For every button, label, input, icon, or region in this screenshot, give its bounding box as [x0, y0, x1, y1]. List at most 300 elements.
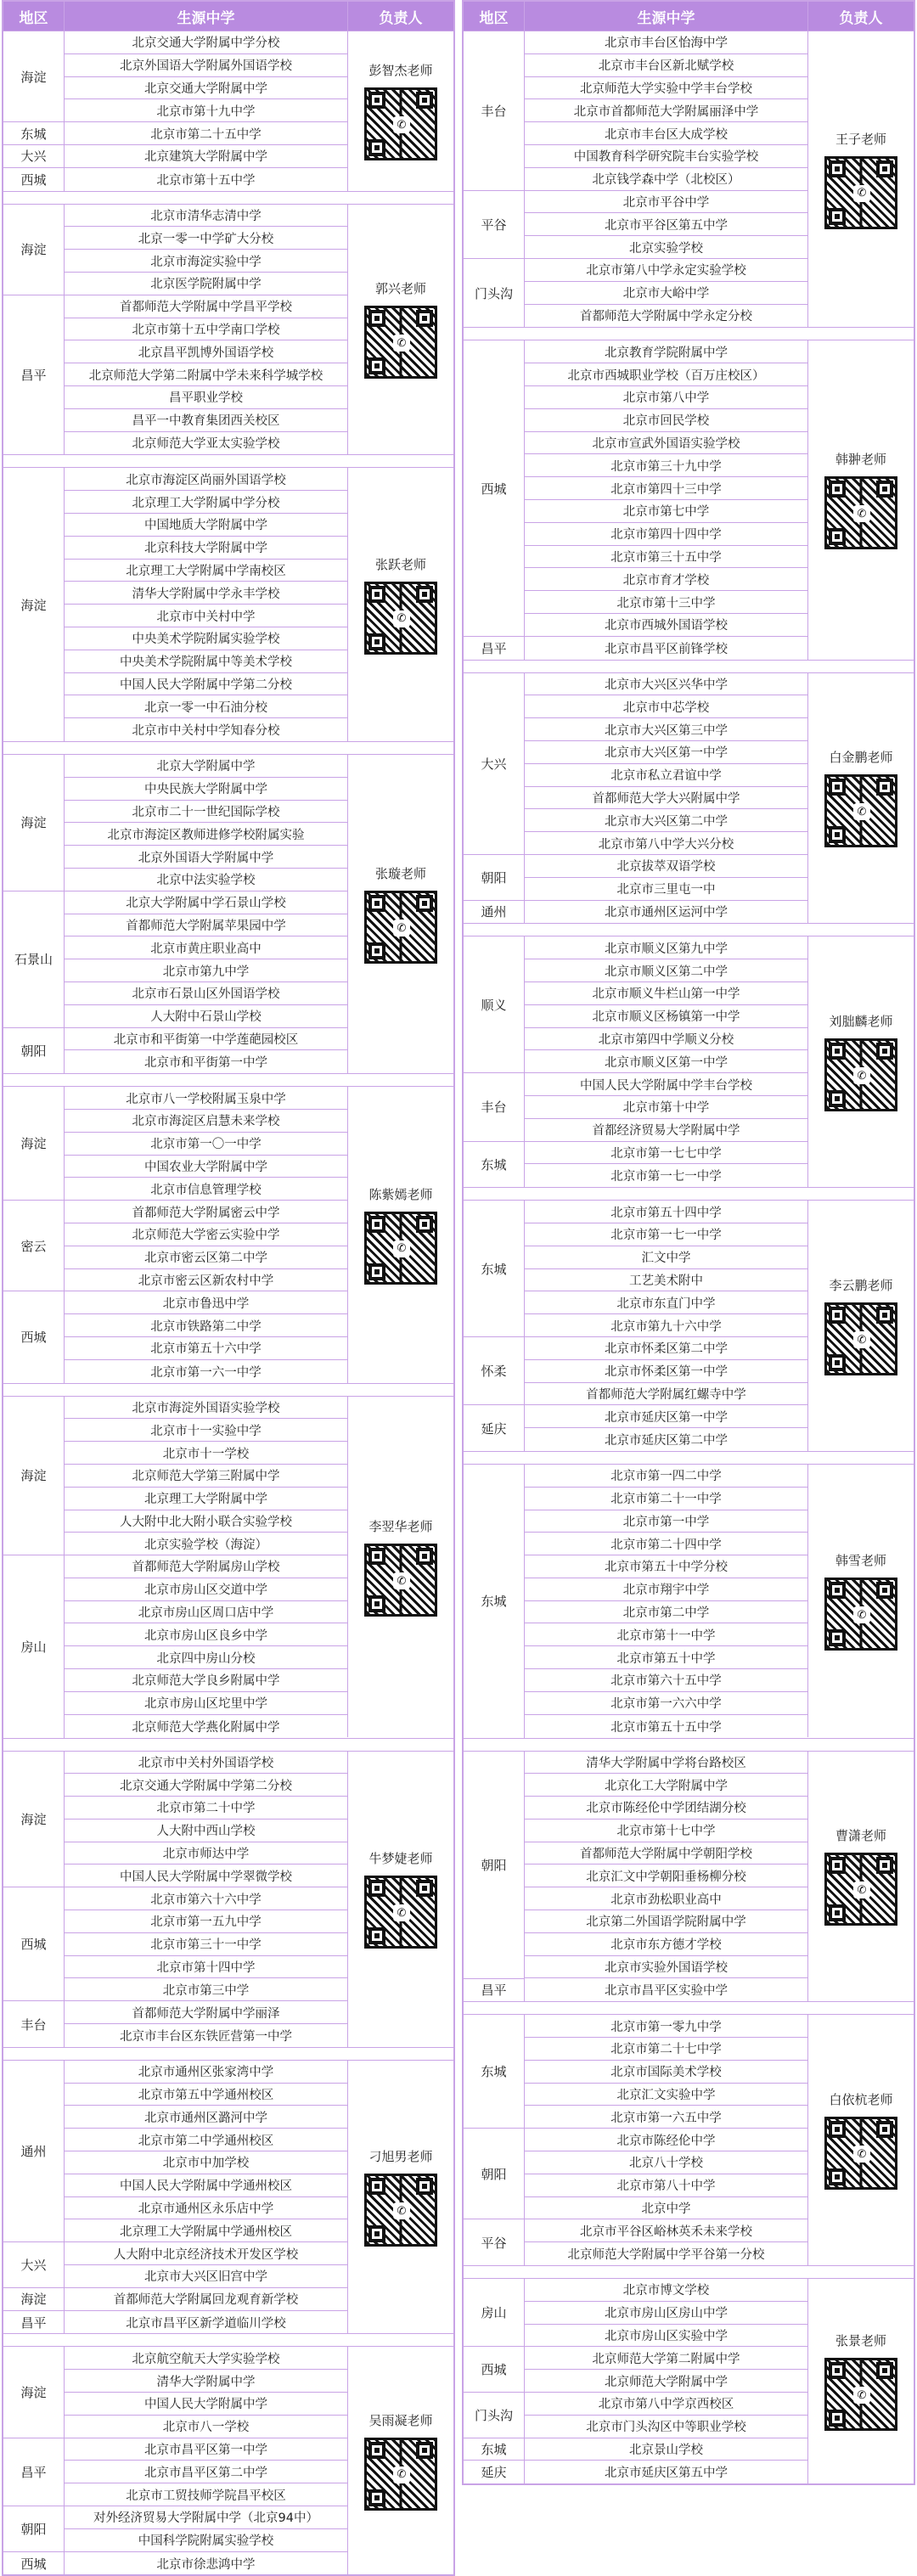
school-cell: 北京市门头沟区中等职业学校 — [525, 2416, 808, 2438]
school-cell: 北京市第三中学 — [65, 1978, 348, 2001]
school-cell: 北京市第十五中学 — [65, 168, 348, 191]
contact-person — [348, 468, 453, 741]
school-cell: 中国教育科学研究院丰台实验学校 — [525, 145, 808, 168]
contact-group — [3, 1751, 453, 2047]
region-cell: 朝阳 — [464, 855, 525, 901]
region-cell: 房山 — [464, 2279, 525, 2347]
school-cell: 北京市延庆区第一中学 — [525, 1405, 808, 1428]
school-column — [525, 2015, 808, 2265]
school-cell: 北京师范大学第三附属中学 — [65, 1465, 348, 1488]
school-cell: 北京外国语大学附属外国语学校 — [65, 54, 348, 77]
contact-person — [808, 2015, 914, 2265]
school-cell: 清华大学附属中学将台路校区 — [525, 1752, 808, 1775]
qr-code-icon[interactable]: ✆ — [364, 582, 437, 655]
school-cell: 北京交通大学附属中学第二分校 — [65, 1774, 348, 1797]
school-cell: 北京市昌平区实验中学 — [525, 1978, 808, 2001]
contact-group — [464, 672, 914, 924]
region-cell: 昌平 — [464, 1979, 525, 2002]
region-column — [3, 2061, 65, 2334]
region-cell: 海淀 — [3, 1397, 65, 1556]
right-table-body — [464, 31, 914, 2483]
school-cell: 首都师范大学附属回龙观育新学校 — [65, 2288, 348, 2311]
contact-group — [3, 1086, 453, 1382]
school-cell: 北京市海淀实验中学 — [65, 250, 348, 273]
contact-person — [808, 1465, 914, 1738]
school-cell: 北京市第一六六中学 — [525, 1692, 808, 1715]
qr-code-icon[interactable]: ✆ — [364, 87, 437, 160]
region-column — [464, 2279, 525, 2483]
school-cell: 北京理工大学附属中学 — [65, 1488, 348, 1510]
school-cell: 工艺美术附中 — [525, 1269, 808, 1292]
region-cell: 西城 — [464, 340, 525, 636]
qr-code-icon[interactable]: ✆ — [364, 306, 437, 379]
school-cell: 北京市第五十五中学 — [525, 1715, 808, 1738]
school-cell: 北京交通大学附属中学 — [65, 77, 348, 100]
contact-name: 吴雨凝老师 — [368, 2412, 433, 2428]
school-cell: 北京市第三十五中学 — [525, 546, 808, 569]
school-cell: 北京市第二十四中学 — [525, 1533, 808, 1555]
school-cell: 北京市首都师范大学附属丽泽中学 — [525, 99, 808, 122]
contact-group — [464, 340, 914, 659]
school-cell: 北京市第二中学通州校区 — [65, 2129, 348, 2151]
school-cell: 北京市丰台区新北赋学校 — [525, 54, 808, 77]
school-cell: 北京市宣武外国语实验学校 — [525, 432, 808, 455]
school-cell: 北京市二十一世纪国际学校 — [65, 801, 348, 824]
school-cell: 北京市海淀区教师进修学校附属实验 — [65, 823, 348, 846]
school-cell: 北京市第五十六中学 — [65, 1337, 348, 1360]
region-cell: 东城 — [464, 2438, 525, 2461]
school-cell: 北京市第二十七中学 — [525, 2038, 808, 2061]
school-cell: 北京实验学校（海淀） — [65, 1533, 348, 1555]
school-cell: 北京市昌平区第一中学 — [65, 2438, 348, 2461]
school-cell: 北京市第六十五中学 — [525, 1669, 808, 1692]
school-cell: 北京市信息管理学校 — [65, 1178, 348, 1201]
qr-code-icon[interactable]: ✆ — [364, 891, 437, 964]
school-cell: 北京市大峪中学 — [525, 282, 808, 305]
school-column — [65, 755, 348, 1073]
region-column — [3, 755, 65, 1073]
school-cell: 北京市东方德才学校 — [525, 1933, 808, 1956]
school-cell: 北京市博文学校 — [525, 2279, 808, 2302]
school-cell: 首都经济贸易大学附属中学 — [525, 1119, 808, 1142]
contact-name: 白金鹏老师 — [829, 750, 893, 766]
contact-group — [3, 2060, 453, 2334]
school-cell: 首都师范大学大兴附属中学 — [525, 787, 808, 810]
school-cell: 北京航空航天大学实验学校 — [65, 2347, 348, 2370]
contact-name: 李翌华老师 — [368, 1519, 433, 1534]
school-cell: 北京市第八十中学 — [525, 2174, 808, 2197]
school-cell: 北京市私立君谊中学 — [525, 764, 808, 787]
school-cell: 北京市丰台区东铁匠营第一中学 — [65, 2024, 348, 2047]
qr-code-icon[interactable]: ✆ — [364, 1876, 437, 1949]
school-column — [65, 205, 348, 455]
school-column — [65, 2347, 348, 2574]
school-cell: 北京市石景山区外国语学校 — [65, 982, 348, 1005]
school-cell: 北京市第二十五中学 — [65, 122, 348, 145]
header-school: 生源中学 — [65, 2, 348, 31]
school-cell: 北京市第一七一中学 — [525, 1223, 808, 1246]
school-cell: 人大附中北大附小联合实验学校 — [65, 1510, 348, 1533]
region-cell: 昌平 — [3, 2311, 65, 2334]
school-cell: 北京实验学校 — [525, 236, 808, 259]
school-cell: 中国科学院附属实验学校 — [65, 2529, 348, 2552]
region-cell: 延庆 — [464, 2461, 525, 2483]
region-column — [3, 2347, 65, 2574]
region-cell: 昌平 — [3, 295, 65, 455]
school-cell: 北京市海淀外国语实验学校 — [65, 1397, 348, 1420]
region-cell: 通州 — [464, 901, 525, 924]
school-cell: 北京市第五十中学分校 — [525, 1555, 808, 1578]
school-column — [525, 1752, 808, 2002]
contact-name: 刁旭男老师 — [368, 2149, 433, 2165]
region-column — [3, 1397, 65, 1738]
school-cell: 人大附中石景山学校 — [65, 1005, 348, 1028]
school-cell: 北京市平谷中学 — [525, 191, 808, 214]
school-cell: 北京市和平街第一中学 — [65, 1050, 348, 1073]
region-column — [3, 205, 65, 455]
contact-name: 王子老师 — [835, 131, 886, 147]
region-cell: 门头沟 — [464, 259, 525, 327]
region-cell: 海淀 — [3, 1087, 65, 1201]
school-column — [525, 673, 808, 924]
school-cell: 北京市西城外国语学校 — [525, 614, 808, 637]
region-cell: 密云 — [3, 1201, 65, 1291]
school-cell: 北京化工大学附属中学 — [525, 1774, 808, 1797]
school-cell: 北京市陈经伦中学 — [525, 2129, 808, 2151]
school-cell: 北京市黄庄职业高中 — [65, 936, 348, 959]
school-cell: 北京市第一〇一中学 — [65, 1133, 348, 1156]
school-cell: 北京市师达中学 — [65, 1842, 348, 1865]
school-cell: 北京八十学校 — [525, 2151, 808, 2174]
contact-group — [3, 204, 453, 455]
school-cell: 北京市八一学校 — [65, 2416, 348, 2438]
group-divider — [464, 327, 914, 340]
school-cell: 北京市三里屯一中 — [525, 878, 808, 901]
region-cell: 海淀 — [3, 468, 65, 741]
contact-person — [808, 2279, 914, 2483]
school-cell: 北京建筑大学附属中学 — [65, 145, 348, 168]
region-cell: 海淀 — [3, 1752, 65, 1888]
contact-person — [348, 755, 453, 1073]
school-cell: 北京市昌平区新学道临川学校 — [65, 2311, 348, 2334]
contact-name: 李云鹏老师 — [829, 1278, 893, 1294]
contact-person — [348, 1397, 453, 1738]
region-cell: 大兴 — [3, 145, 65, 168]
school-cell: 清华大学附属中学永丰学校 — [65, 582, 348, 605]
school-cell: 北京师范大学亚太实验学校 — [65, 432, 348, 455]
school-column — [65, 1752, 348, 2047]
contact-group — [3, 31, 453, 191]
region-column — [3, 31, 65, 191]
school-cell: 北京市第六十六中学 — [65, 1887, 348, 1910]
school-cell: 北京市第十九中学 — [65, 99, 348, 122]
region-cell: 东城 — [464, 1201, 525, 1337]
school-cell: 北京市房山区房山中学 — [525, 2302, 808, 2325]
contact-person — [348, 2347, 453, 2574]
header-region: 地区 — [464, 2, 525, 31]
school-column — [65, 31, 348, 191]
school-cell: 北京市第四十四中学 — [525, 523, 808, 546]
school-cell: 首都师范大学附属中学永定分校 — [525, 305, 808, 328]
header-person: 负责人 — [839, 9, 883, 27]
school-cell: 北京市十一学校 — [65, 1442, 348, 1465]
region-cell: 门头沟 — [464, 2393, 525, 2438]
school-cell: 北京市怀柔区第二中学 — [525, 1337, 808, 1360]
school-cell: 北京市通州区潞河中学 — [65, 2106, 348, 2129]
region-cell: 海淀 — [3, 2288, 65, 2311]
school-column — [525, 2279, 808, 2483]
region-column — [3, 1752, 65, 2047]
school-cell: 北京市第十一中学 — [525, 1623, 808, 1646]
school-cell: 北京市西城职业学校（百万庄校区） — [525, 363, 808, 386]
school-cell: 北京汇文中学朝阳垂杨柳分校 — [525, 1865, 808, 1887]
school-cell: 北京市第一六一中学 — [65, 1360, 348, 1383]
school-cell: 首都师范大学附属中学昌平学校 — [65, 295, 348, 318]
region-column — [464, 31, 525, 327]
school-cell: 北京外国语大学附属中学 — [65, 846, 348, 869]
school-cell: 北京市第一四二中学 — [525, 1465, 808, 1488]
contact-person — [808, 1752, 914, 2002]
region-cell: 海淀 — [3, 755, 65, 891]
school-cell: 北京市平谷区第五中学 — [525, 213, 808, 236]
contact-name: 张跃老师 — [374, 556, 426, 572]
school-cell: 北京市第二中学 — [525, 1601, 808, 1624]
region-cell: 东城 — [464, 1465, 525, 1738]
school-cell: 北京市第八中学京西校区 — [525, 2393, 808, 2416]
region-column — [3, 1087, 65, 1382]
school-cell: 北京市国际美术学校 — [525, 2061, 808, 2084]
school-cell: 昌平一中教育集团西关校区 — [65, 409, 348, 432]
qr-code-icon[interactable]: ✆ — [364, 2174, 437, 2247]
contact-name: 张璇老师 — [374, 866, 426, 882]
school-cell: 北京市房山区坨里中学 — [65, 1692, 348, 1715]
qr-code-icon[interactable]: ✆ — [364, 1212, 437, 1285]
school-cell: 北京市密云区第二中学 — [65, 1246, 348, 1269]
group-divider — [464, 2265, 914, 2278]
school-cell: 北京第二外国语学院附属中学 — [525, 1910, 808, 1933]
school-cell: 北京市第十七中学 — [525, 1820, 808, 1842]
group-divider — [464, 660, 914, 672]
region-cell: 西城 — [464, 2347, 525, 2393]
school-cell: 人大附中西山学校 — [65, 1820, 348, 1842]
school-cell: 北京师范大学附属中学平谷第一分校 — [525, 2242, 808, 2265]
contact-group — [464, 1464, 914, 1738]
school-cell: 北京科技大学附属中学 — [65, 537, 348, 560]
region-cell: 海淀 — [3, 31, 65, 122]
school-cell: 北京市第八中学 — [525, 386, 808, 409]
school-cell: 首都师范大学附属中学朝阳学校 — [525, 1842, 808, 1865]
school-cell: 北京市房山区交道中学 — [65, 1578, 348, 1601]
region-column — [464, 1201, 525, 1451]
school-cell: 北京市延庆区第五中学 — [525, 2461, 808, 2483]
school-column — [65, 1087, 348, 1382]
region-cell: 东城 — [464, 2015, 525, 2129]
school-cell: 北京市延庆区第二中学 — [525, 1428, 808, 1451]
school-cell: 北京市第十中学 — [525, 1096, 808, 1119]
school-cell: 首都师范大学附属密云中学 — [65, 1201, 348, 1223]
qr-code-icon[interactable]: ✆ — [824, 2358, 897, 2431]
region-cell: 海淀 — [3, 2347, 65, 2438]
school-cell: 北京市鲁迅中学 — [65, 1291, 348, 1314]
qr-code-icon[interactable]: ✆ — [824, 1038, 897, 1111]
school-cell: 北京市工贸技师学院昌平校区 — [65, 2483, 348, 2506]
school-cell: 中国人民大学附属中学翠微学校 — [65, 1865, 348, 1887]
school-cell: 汇文中学 — [525, 1246, 808, 1269]
qr-code-icon[interactable]: ✆ — [824, 476, 897, 549]
table-header — [464, 2, 914, 31]
group-divider — [3, 1073, 453, 1086]
school-cell: 北京市怀柔区第一中学 — [525, 1360, 808, 1383]
school-cell: 北京市清华志清中学 — [65, 205, 348, 228]
school-cell: 北京市第一六五中学 — [525, 2106, 808, 2129]
group-divider — [464, 1738, 914, 1751]
school-cell: 首都师范大学附属红螺寺中学 — [525, 1383, 808, 1406]
contact-name: 曹潇老师 — [835, 1828, 886, 1844]
contact-name: 白依杭老师 — [829, 2092, 893, 2108]
school-cell: 北京市第八中学永定实验学校 — [525, 259, 808, 282]
group-divider — [464, 1451, 914, 1464]
school-cell: 北京市第七中学 — [525, 500, 808, 523]
school-cell: 北京市八一学校附属玉泉中学 — [65, 1087, 348, 1110]
school-cell: 北京市第一零九中学 — [525, 2015, 808, 2038]
school-cell: 北京市房山区周口店中学 — [65, 1601, 348, 1624]
school-cell: 北京市第八中学大兴分校 — [525, 832, 808, 855]
school-cell: 北京师范大学附属中学 — [525, 2370, 808, 2393]
contact-person — [808, 340, 914, 659]
school-cell: 中央美术学院附属中等美术学校 — [65, 650, 348, 673]
contact-person — [348, 1752, 453, 2047]
school-cell: 北京市房山区实验中学 — [525, 2325, 808, 2348]
school-cell: 北京市第九中学 — [65, 959, 348, 982]
school-cell: 北京市通州区张家湾中学 — [65, 2061, 348, 2084]
school-cell: 北京市通州区运河中学 — [525, 901, 808, 924]
region-cell: 顺义 — [464, 936, 525, 1073]
contact-name: 韩翀老师 — [835, 452, 886, 468]
contact-group — [464, 31, 914, 327]
school-cell: 北京一零一中石油分校 — [65, 695, 348, 718]
region-cell: 朝阳 — [464, 2129, 525, 2219]
qr-code-icon[interactable]: ✆ — [824, 1302, 897, 1375]
school-cell: 北京市顺义区第九中学 — [525, 936, 808, 959]
school-cell: 北京市丰台区大成学校 — [525, 122, 808, 145]
qr-code-icon[interactable]: ✆ — [824, 1853, 897, 1926]
school-cell: 中国人民大学附属中学第二分校 — [65, 673, 348, 696]
school-cell: 北京市实验外国语学校 — [525, 1956, 808, 1979]
group-divider — [3, 191, 453, 204]
school-column — [525, 1465, 808, 1738]
school-cell: 北京市中加学校 — [65, 2151, 348, 2174]
school-cell: 中央美术学院附属实验学校 — [65, 627, 348, 650]
school-cell: 对外经济贸易大学附属中学（北京94中） — [65, 2506, 348, 2529]
region-cell: 海淀 — [3, 205, 65, 295]
group-divider — [464, 2001, 914, 2014]
school-cell: 北京钱学森中学（北校区） — [525, 168, 808, 191]
school-cell: 北京市大兴区第三中学 — [525, 718, 808, 741]
qr-code-icon[interactable]: ✆ — [824, 774, 897, 847]
school-cell: 北京师范大学良乡附属中学 — [65, 1669, 348, 1692]
region-column — [464, 1465, 525, 1738]
school-cell: 北京师范大学燕化附属中学 — [65, 1715, 348, 1738]
school-cell: 北京市中关村中学 — [65, 605, 348, 627]
school-cell: 北京市第三十一中学 — [65, 1933, 348, 1956]
contact-person — [808, 1201, 914, 1451]
school-cell: 北京理工大学附属中学南校区 — [65, 560, 348, 582]
school-cell: 北京市顺义牛栏山第一中学 — [525, 982, 808, 1005]
school-cell: 首都师范大学附属苹果园中学 — [65, 914, 348, 937]
school-cell: 北京市中关村中学知春分校 — [65, 718, 348, 741]
contact-name: 刘朏麟老师 — [829, 1014, 893, 1030]
region-cell: 西城 — [3, 1291, 65, 1382]
contact-group — [464, 2278, 914, 2483]
school-cell: 北京市回民学校 — [525, 409, 808, 432]
header-person: 负责人 — [379, 9, 423, 27]
school-cell: 北京市育才学校 — [525, 568, 808, 591]
school-cell: 北京市通州区永乐店中学 — [65, 2197, 348, 2220]
region-cell: 西城 — [3, 1887, 65, 2001]
region-column — [464, 340, 525, 659]
region-cell: 怀柔 — [464, 1337, 525, 1405]
region-cell: 东城 — [464, 1142, 525, 1188]
school-cell: 北京市东直门中学 — [525, 1291, 808, 1314]
group-divider — [3, 454, 453, 467]
contact-person — [348, 205, 453, 455]
school-cell: 中央民族大学附属中学 — [65, 778, 348, 801]
header-region: 地区 — [3, 2, 65, 31]
school-cell: 北京市劲松职业高中 — [525, 1887, 808, 1910]
school-cell: 北京师范大学第二附属中学 — [525, 2347, 808, 2370]
contact-person — [808, 31, 914, 327]
region-cell: 西城 — [3, 168, 65, 191]
left-table — [2, 0, 455, 2576]
qr-code-icon[interactable]: ✆ — [364, 1544, 437, 1617]
region-column — [464, 673, 525, 924]
region-cell: 平谷 — [464, 2219, 525, 2265]
school-cell: 北京市昌平区前锋学校 — [525, 637, 808, 660]
school-cell: 清华大学附属中学 — [65, 2370, 348, 2393]
school-cell: 北京教育学院附属中学 — [525, 340, 808, 363]
group-divider — [3, 741, 453, 754]
school-cell: 北京昌平凯博外国语学校 — [65, 340, 348, 363]
school-cell: 北京市顺义区第一中学 — [525, 1050, 808, 1073]
school-cell: 北京理工大学附属中学分校 — [65, 491, 348, 514]
qr-code-icon[interactable]: ✆ — [824, 156, 897, 229]
group-divider — [3, 1383, 453, 1396]
school-cell: 北京市顺义区杨镇第一中学 — [525, 1005, 808, 1028]
table-header — [3, 2, 453, 31]
region-cell: 朝阳 — [3, 1028, 65, 1074]
region-cell: 昌平 — [464, 637, 525, 660]
school-cell: 北京市海淀区尚丽外国语学校 — [65, 468, 348, 491]
school-cell: 北京拔萃双语学校 — [525, 855, 808, 878]
region-cell: 延庆 — [464, 1405, 525, 1451]
school-cell: 北京师范大学密云实验中学 — [65, 1223, 348, 1246]
school-cell: 北京市徐悲鸿中学 — [65, 2552, 348, 2575]
school-column — [65, 468, 348, 741]
school-column — [525, 1201, 808, 1451]
school-cell: 北京市第二十中学 — [65, 1797, 348, 1820]
contact-group — [464, 2014, 914, 2265]
qr-code-icon[interactable]: ✆ — [824, 1578, 897, 1651]
school-cell: 中国人民大学附属中学 — [65, 2393, 348, 2416]
qr-code-icon[interactable]: ✆ — [824, 2117, 897, 2190]
school-cell: 北京市海淀区启慧未来学校 — [65, 1110, 348, 1133]
contact-person — [348, 31, 453, 191]
school-cell: 中国人民大学附属中学通州校区 — [65, 2174, 348, 2197]
qr-code-icon[interactable]: ✆ — [364, 2438, 437, 2511]
school-cell: 北京市密云区新农村中学 — [65, 1269, 348, 1292]
school-cell: 北京理工大学附属中学通州校区 — [65, 2219, 348, 2242]
contact-group — [3, 467, 453, 741]
